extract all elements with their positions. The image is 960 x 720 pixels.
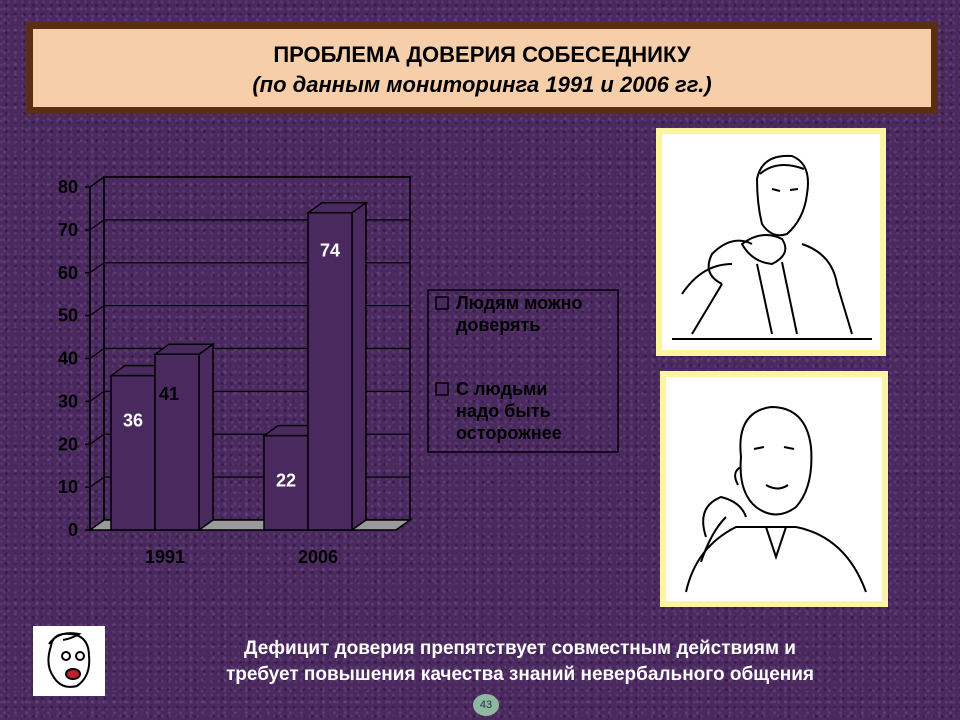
y-tick-label: 0: [67, 520, 78, 540]
y-tick-label: 20: [57, 434, 78, 455]
legend-swatch: [436, 297, 448, 309]
slide-subtitle: (по данным мониторинга 1991 и 2006 гг.): [252, 72, 712, 97]
bar-data-label: 36: [122, 410, 144, 431]
conclusion-line-2: требует повышения качества знаний невербального общения: [225, 664, 815, 685]
bar: [111, 376, 155, 530]
conclusion-text: [120, 636, 920, 688]
x-tick-label: 2006: [297, 547, 339, 567]
page-number: 43: [473, 694, 499, 716]
legend-label: осторожнее: [456, 423, 562, 443]
legend-swatch: [436, 383, 448, 395]
y-tick-label: 50: [57, 305, 78, 326]
slide-title: ПРОБЛЕМА ДОВЕРИЯ СОБЕСЕДНИКУ: [273, 42, 691, 67]
x-tick-label: 1991: [144, 547, 186, 567]
legend-label: надо быть: [456, 401, 551, 421]
legend-label: доверять: [456, 315, 541, 335]
talking-man-icon: [666, 377, 882, 601]
bar-side: [352, 203, 366, 530]
bar-data-label: 41: [158, 384, 180, 405]
conclusion-line-1: Дефицит доверия препятствует совместным действиям и: [244, 638, 796, 659]
y-tick-label: 70: [57, 219, 78, 240]
y-tick-label: 60: [57, 262, 78, 283]
y-tick-label: 10: [57, 477, 78, 498]
shouting-face-icon: [33, 626, 105, 696]
bar-data-label: 74: [319, 240, 341, 261]
bar-side: [199, 344, 213, 530]
illustration-frame-bottom: [660, 371, 888, 607]
illustration-frame-top: [656, 128, 886, 356]
bar: [155, 354, 199, 530]
legend-label: Людям можно: [456, 293, 583, 313]
thinking-man-icon: [662, 134, 880, 350]
legend-label: С людьми: [456, 379, 548, 399]
y-tick-label: 30: [57, 391, 78, 412]
y-tick-label: 80: [57, 177, 78, 197]
bar-data-label: 22: [275, 470, 297, 491]
y-tick-label: 40: [57, 348, 78, 369]
gridline: [90, 177, 410, 187]
